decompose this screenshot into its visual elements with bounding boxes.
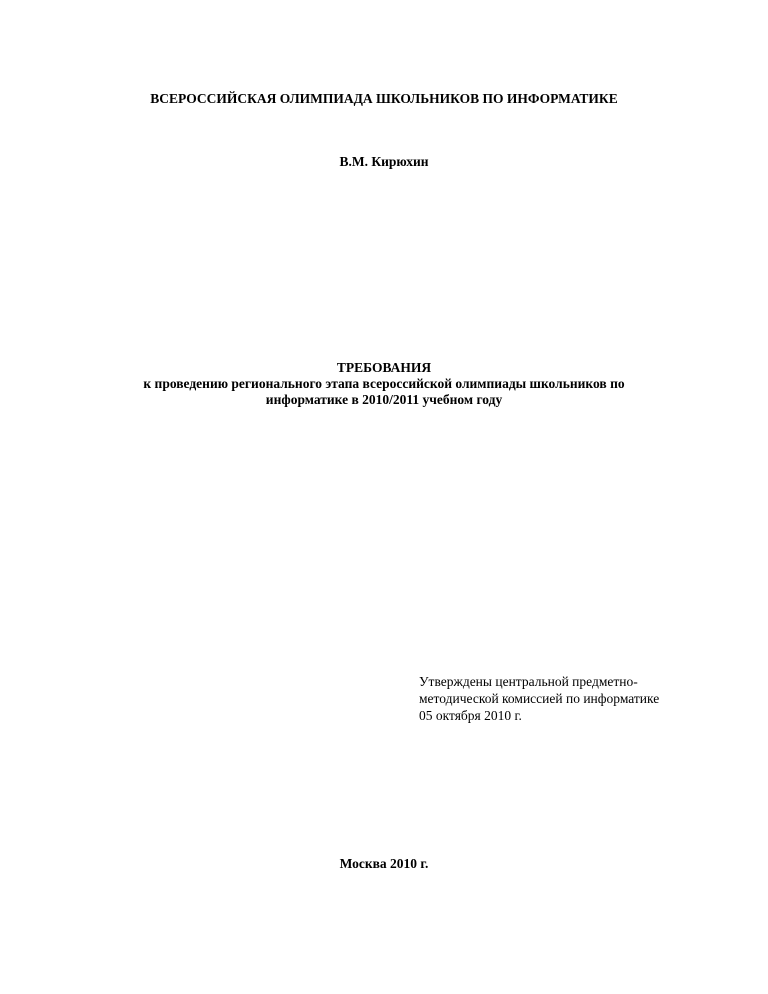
document-title-block <box>0 360 768 408</box>
document-title-heading: ТРЕБОВАНИЯ <box>336 360 432 375</box>
document-title-line-1: к проведению регионального этапа всероссийской олимпиады школьников по <box>143 376 625 391</box>
approval-line-2: методической комиссией по информатике <box>419 691 660 706</box>
author-name: В.М. Кирюхин <box>339 154 429 169</box>
document-title-line-2: информатике в 2010/2011 учебном году <box>265 392 503 407</box>
approval-line-3: 05 октября 2010 г. <box>419 708 522 723</box>
approval-note <box>419 673 739 724</box>
city-year: Москва 2010 г. <box>339 856 429 871</box>
approval-line-1: Утверждены центральной предметно- <box>419 674 638 689</box>
olympiad-title: ВСЕРОССИЙСКАЯ ОЛИМПИАДА ШКОЛЬНИКОВ ПО ИНФОРМАТИКЕ <box>150 91 618 106</box>
